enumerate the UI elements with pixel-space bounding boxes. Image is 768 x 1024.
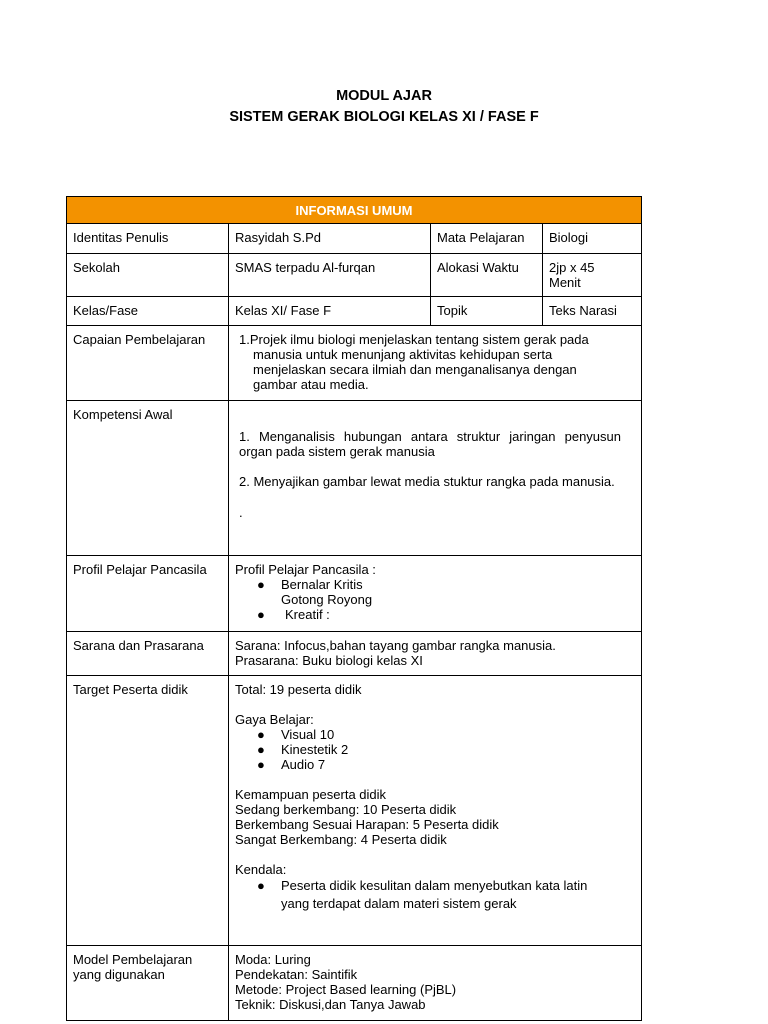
profil-intro: Profil Pelajar Pancasila :	[235, 562, 376, 577]
kompetensi-dot: .	[239, 505, 243, 520]
kompetensi-value	[229, 401, 642, 556]
gaya-belajar-list	[235, 727, 635, 772]
document-subtitle: SISTEM GERAK BIOLOGI KELAS XI / FASE F	[229, 109, 539, 125]
alokasi-label: Alokasi Waktu	[431, 254, 543, 297]
topik-label: Topik	[431, 297, 543, 326]
kemampuan-line: Sedang berkembang: 10 Peserta didik	[235, 802, 457, 817]
gaya-belajar-heading: Gaya Belajar:	[235, 712, 314, 727]
table-header: INFORMASI UMUM	[67, 197, 642, 224]
target-label: Target Peserta didik	[67, 676, 229, 946]
list-item: ● Bernalar Kritis	[257, 577, 363, 592]
model-line: Teknik: Diskusi,dan Tanya Jawab	[235, 997, 426, 1012]
profil-value	[229, 556, 642, 632]
alokasi-value-line1: 2jp x 45	[549, 260, 595, 275]
alokasi-value-line2: Menit	[549, 275, 581, 290]
model-line: Moda: Luring	[235, 952, 311, 967]
model-line: Pendekatan: Saintifik	[235, 967, 358, 982]
list-item: ● Audio 7	[257, 757, 326, 772]
kompetensi-item: 2. Menyajikan gambar lewat media stuktur rangka pada manusia.	[239, 474, 615, 489]
capaian-line: gambar atau media.	[253, 377, 369, 392]
capaian-label: Capaian Pembelajaran	[67, 326, 229, 401]
info-table	[66, 196, 642, 1021]
kendala-list	[235, 877, 635, 913]
identitas-label: Identitas Penulis	[67, 224, 229, 254]
sekolah-label: Sekolah	[67, 254, 229, 297]
kemampuan-line: Sangat Berkembang: 4 Peserta didik	[235, 832, 447, 847]
mapel-value: Biologi	[543, 224, 642, 254]
capaian-line: menjelaskan secara ilmiah dan menganalisanya dengan	[253, 362, 577, 377]
model-line: Metode: Project Based learning (PjBL)	[235, 982, 457, 997]
identitas-value: Rasyidah S.Pd	[229, 224, 431, 254]
model-value	[229, 946, 642, 1021]
bullet-icon: ●	[257, 727, 265, 742]
bullet-icon: ●	[257, 878, 265, 893]
capaian-value	[229, 326, 642, 401]
bullet-icon: ●	[257, 577, 265, 592]
list-item: ● Visual 10	[257, 727, 335, 742]
prasarana-line: Prasarana: Buku biologi kelas XI	[235, 653, 423, 668]
alokasi-value	[543, 254, 642, 297]
profil-label: Profil Pelajar Pancasila	[67, 556, 229, 632]
list-item: Gotong Royong	[281, 592, 373, 607]
bullet-icon: ●	[257, 757, 265, 772]
list-item: ● Kreatif :	[257, 607, 330, 622]
model-label: Model Pembelajaran yang digunakan	[67, 946, 229, 1021]
mapel-label: Mata Pelajaran	[431, 224, 543, 254]
list-item: ● Kinestetik 2	[257, 742, 349, 757]
sarana-line: Sarana: Infocus,bahan tayang gambar rangka manusia.	[235, 638, 556, 653]
sarana-label: Sarana dan Prasarana	[67, 632, 229, 676]
kompetensi-label: Kompetensi Awal	[67, 401, 229, 556]
list-item: ● Peserta didik kesulitan dalam menyebutkan kata latin yang terdapat dalam materi sistem gerak	[257, 878, 588, 911]
target-value	[229, 676, 642, 946]
document-title: MODUL AJAR	[336, 88, 432, 104]
bullet-icon: ●	[257, 742, 265, 757]
kemampuan-line: Berkembang Sesuai Harapan: 5 Peserta didik	[235, 817, 499, 832]
kelas-value: Kelas XI/ Fase F	[229, 297, 431, 326]
profil-list	[235, 577, 635, 622]
kemampuan-heading: Kemampuan peserta didik	[235, 787, 387, 802]
topik-value: Teks Narasi	[543, 297, 642, 326]
sekolah-value: SMAS terpadu Al-furqan	[229, 254, 431, 297]
capaian-line: 1.Projek ilmu biologi menjelaskan tentang sistem gerak pada	[239, 332, 589, 347]
capaian-line: manusia untuk menunjang aktivitas kehidupan serta	[253, 347, 553, 362]
kendala-heading: Kendala:	[235, 862, 287, 877]
kompetensi-item: 1. Menganalisis hubungan antara struktur jaringan penyusun organ pada sistem gerak manusia	[239, 429, 621, 459]
sarana-value	[229, 632, 642, 676]
target-total: Total: 19 peserta didik	[235, 682, 362, 697]
kelas-label: Kelas/Fase	[67, 297, 229, 326]
bullet-icon: ●	[257, 607, 265, 622]
